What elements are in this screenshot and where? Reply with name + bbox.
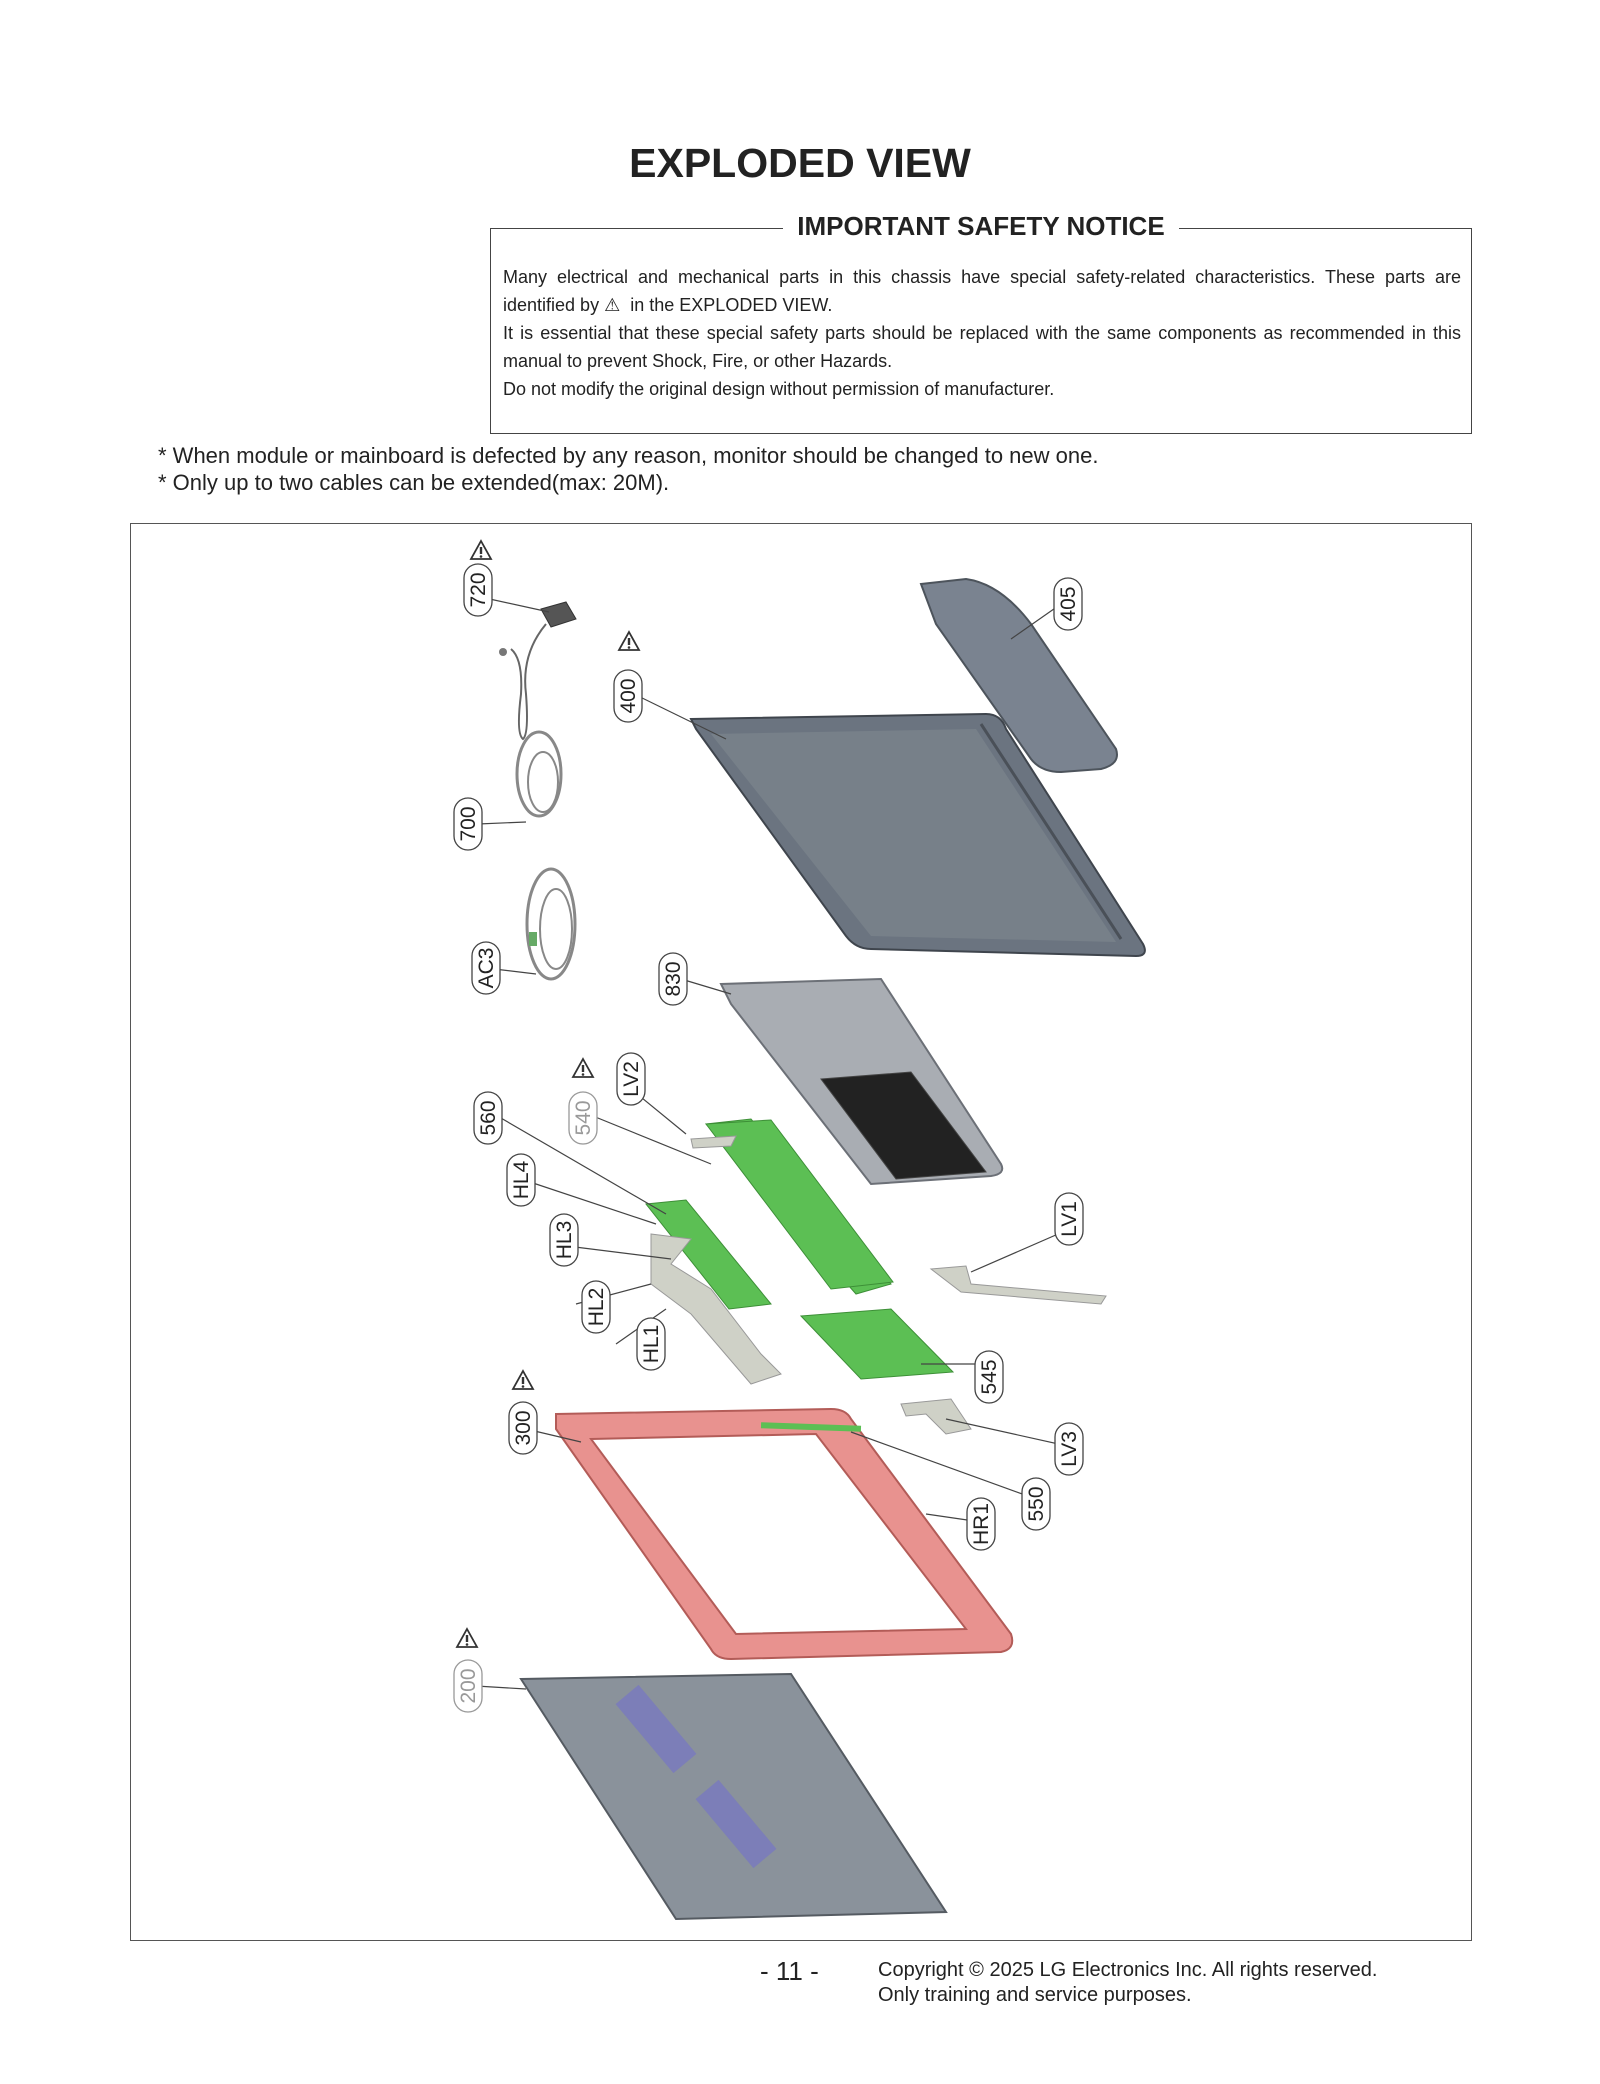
label-lv1 — [1055, 1193, 1083, 1245]
svg-text:300: 300 — [512, 1410, 535, 1446]
board-545 — [801, 1309, 953, 1379]
cable-ac3 — [527, 869, 575, 979]
label-hl4 — [507, 1154, 535, 1206]
svg-text:400: 400 — [617, 678, 640, 714]
label-400 — [614, 670, 642, 722]
svg-text:550: 550 — [1025, 1486, 1048, 1522]
label-200 — [454, 1660, 482, 1712]
svg-text:700: 700 — [457, 806, 480, 842]
label-550 — [1022, 1478, 1050, 1530]
label-720 — [464, 564, 492, 616]
svg-text:LV1: LV1 — [1058, 1201, 1081, 1237]
cable-lv2 — [691, 1136, 736, 1148]
warning-icon — [573, 1059, 593, 1077]
svg-text:830: 830 — [662, 961, 685, 997]
ac-adapter-720 — [499, 602, 576, 739]
svg-text:HL2: HL2 — [585, 1287, 608, 1327]
lcd-panel-200 — [521, 1674, 946, 1919]
power-cord-700 — [517, 732, 561, 816]
label-540 — [569, 1092, 597, 1144]
warning-icon — [619, 632, 639, 650]
label-560 — [474, 1092, 502, 1144]
label-hl1 — [637, 1318, 665, 1370]
svg-text:HR1: HR1 — [970, 1502, 993, 1546]
label-hl2 — [582, 1281, 610, 1333]
label-lv3 — [1055, 1423, 1083, 1475]
safety-notice-heading: IMPORTANT SAFETY NOTICE — [783, 211, 1178, 241]
svg-text:HL1: HL1 — [640, 1324, 663, 1364]
cable-lv3 — [901, 1399, 971, 1434]
cable-lv1 — [931, 1266, 1106, 1304]
label-300 — [509, 1402, 537, 1454]
svg-text:560: 560 — [477, 1100, 500, 1136]
label-700 — [454, 798, 482, 850]
page-number: - 11 - — [760, 1956, 819, 1986]
remarks — [158, 442, 1098, 496]
svg-text:LV2: LV2 — [620, 1061, 643, 1097]
exploded-view-diagram — [130, 523, 1472, 1941]
footer-copyright — [878, 1958, 1377, 2008]
svg-text:545: 545 — [978, 1359, 1001, 1395]
svg-text:HL3: HL3 — [553, 1220, 576, 1260]
svg-text:AC3: AC3 — [475, 947, 498, 989]
svg-text:LV3: LV3 — [1058, 1431, 1081, 1467]
svg-text:720: 720 — [467, 572, 490, 608]
svg-text:HL4: HL4 — [510, 1160, 533, 1200]
notice-line-3: Do not modify the original design without permission of manufacturer. — [503, 379, 1055, 399]
svg-text:200: 200 — [457, 1668, 480, 1704]
label-lv2 — [617, 1053, 645, 1105]
label-ac3 — [472, 942, 500, 994]
warning-icon — [513, 1371, 533, 1389]
warning-icon: ⚠ — [604, 295, 621, 315]
label-hl3 — [550, 1214, 578, 1266]
svg-text:405: 405 — [1057, 586, 1080, 622]
notice-line-2: It is essential that these special safety parts should be replaced with the same components as recommended in this manual to prevent Shock, Fire, or other Hazards. — [503, 323, 1461, 371]
remark-2: * Only up to two cables can be extended(max: 20M). — [158, 470, 670, 495]
label-405 — [1054, 578, 1082, 630]
safety-notice-body — [503, 263, 1461, 403]
warning-icon — [471, 541, 491, 559]
label-hr1 — [967, 1498, 995, 1550]
notice-line-1b: in the EXPLODED VIEW. — [630, 295, 833, 315]
exploded-view-drawing — [131, 524, 1473, 1942]
label-830 — [659, 953, 687, 1005]
usage-line: Only training and service purposes. — [878, 1984, 1192, 2006]
remark-1: * When module or mainboard is defected by any reason, monitor should be changed to new one. — [158, 443, 1099, 468]
copyright-line: Copyright © 2025 LG Electronics Inc. All rights reserved. — [878, 1959, 1378, 1981]
page-title: EXPLODED VIEW — [629, 140, 971, 186]
svg-text:540: 540 — [572, 1100, 595, 1136]
safety-notice — [490, 211, 1472, 434]
warning-icon — [457, 1629, 477, 1647]
notice-line-1: Many electrical and mechanical parts in this chassis have special safety-related characteristics. These parts are identified by — [503, 267, 1461, 315]
label-545 — [975, 1351, 1003, 1403]
